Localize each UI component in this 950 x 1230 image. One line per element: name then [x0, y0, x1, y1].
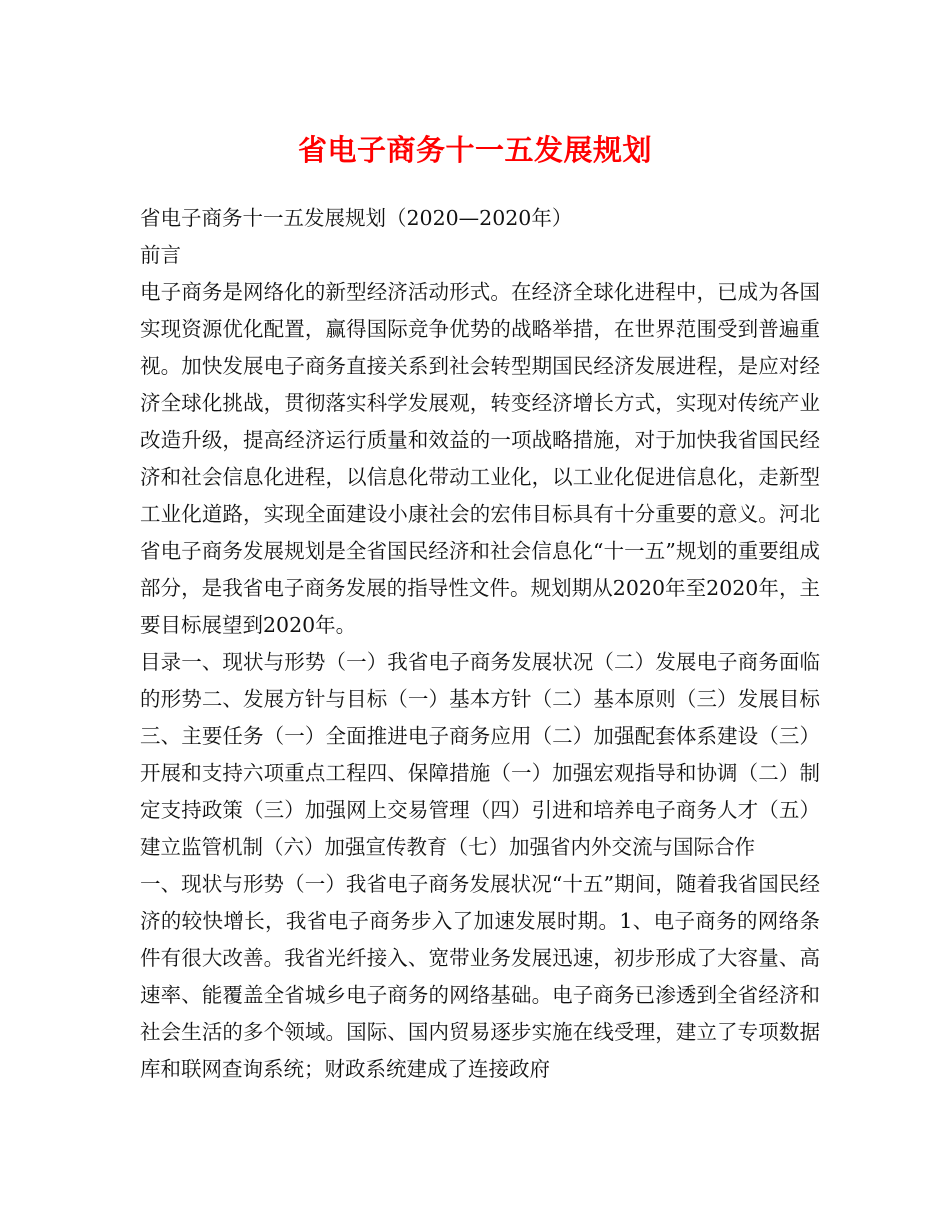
- preface-paragraph: 电子商务是网络化的新型经济活动形式。在经济全球化进程中，已成为各国实现资源优化配置，赢得国际竞争优势的战略举措，在世界范围受到普遍重视。加快发展电子商务直接关系到社会转型期国民经济发展进程，是应对经济全球化挑战，贯彻落实科学发展观，转变经济增长方式，实现对传统产业改造升级，提高经济运行质量和效益的一项战略措施，对于加快我省国民经济和社会信息化进程，以信息化带动工业化，以工业化促进信息化，走新型工业化道路，实现全面建设小康社会的宏伟目标具有十分重要的意义。河北省电子商务发展规划是全省国民经济和社会信息化“十一五”规划的重要组成部分，是我省电子商务发展的指导性文件。规划期从2020年至2020年，主要目标展望到2020年。: [140, 280, 820, 637]
- section-one-paragraph: 一、现状与形势（一）我省电子商务发展状况“十五”期间，随着我省国民经济的较快增长，我省电子商务步入了加速发展时期。1、电子商务的网络条件有很大改善。我省光纤接入、宽带业务发展迅速，初步形成了大容量、高速率、能覆盖全省城乡电子商务的网络基础。电子商务已渗透到全省经济和社会生活的多个领域。国际、国内贸易逐步实施在线受理，建立了专项数据库和联网查询系统；财政系统建成了连接政府: [140, 872, 820, 1081]
- document-body: [140, 200, 820, 1088]
- subtitle-paragraph: 省电子商务十一五发展规划（2020—2020年）: [140, 206, 573, 230]
- document-title: 省电子商务十一五发展规划: [297, 133, 652, 167]
- preface-heading: 前言: [140, 243, 181, 267]
- table-of-contents-paragraph: 目录一、现状与形势（一）我省电子商务发展状况（二）发展电子商务面临的形势二、发展方针与目标（一）基本方针（二）基本原则（三）发展目标三、主要任务（一）全面推进电子商务应用（二）加强配套体系建设（三）开展和支持六项重点工程四、保障措施（一）加强宏观指导和协调（二）制定支持政策（三）加强网上交易管理（四）引进和培养电子商务人才（五）建立监管机制（六）加强宣传教育（七）加强省内外交流与国际合作: [140, 650, 820, 859]
